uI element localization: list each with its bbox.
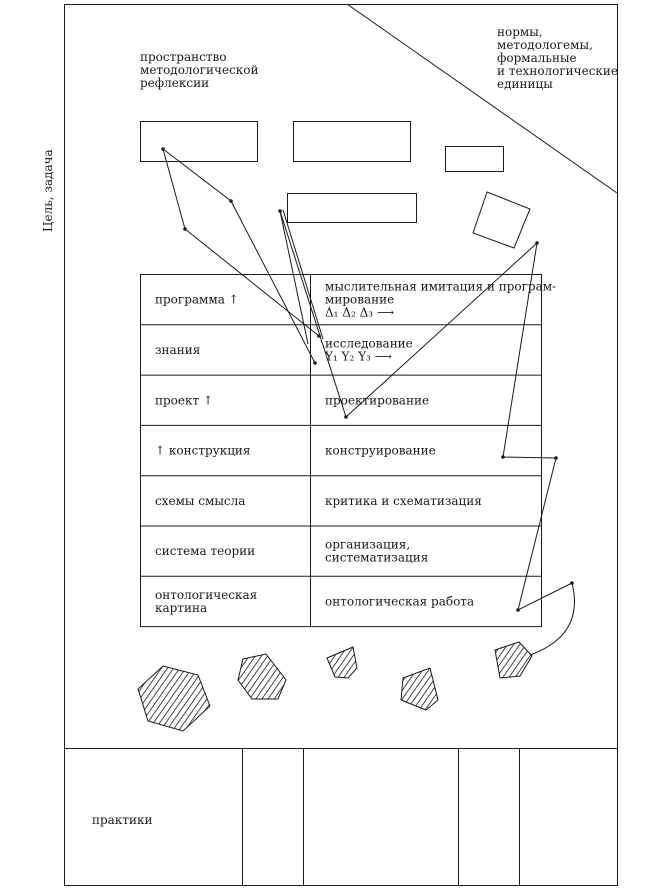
side-label: Цель, задача <box>41 149 55 232</box>
table-cell-left: знания <box>155 342 201 357</box>
reflection-box-4 <box>288 194 417 223</box>
norms-label: нормы, методологемы, формальные и технологические единицы <box>497 25 619 91</box>
practice-shapes <box>138 642 532 731</box>
reflection-box-3 <box>446 147 504 172</box>
table-cell-right: онтологическая работа <box>325 594 475 609</box>
hatched-hexagon-1 <box>138 666 210 731</box>
reflection-label: пространство методологической рефлексии <box>140 50 259 90</box>
reflection-diamond <box>473 192 530 248</box>
hatched-hexagon-2 <box>238 654 286 699</box>
table-cell-left: программа ↑ <box>155 292 239 307</box>
table-cell-right: мыслительная имитация и програм-мирование Δ₁ Δ₂ Δ₃ ⟶ <box>325 279 557 320</box>
table-cell-right: исследование Y₁ Y₂ Y₃ ⟶ <box>325 336 413 364</box>
table-cell-left: онтологическая картина <box>155 587 258 615</box>
practice-label: практики <box>92 813 153 827</box>
reflection-box-1 <box>141 122 258 162</box>
table-cell-left: система теории <box>155 544 256 559</box>
reflection-box-2 <box>294 122 411 162</box>
hatched-pentagon-5 <box>495 642 532 678</box>
reflection-boxes <box>141 122 531 249</box>
table-cell-right: критика и схематизация <box>325 493 482 508</box>
table-cell-left: проект ↑ <box>155 393 214 408</box>
table-cell-right: проектирование <box>325 393 430 408</box>
table-cell-left: ↑ конструкция <box>155 443 251 458</box>
table-cell-left: схемы смысла <box>155 493 246 508</box>
methods-table <box>141 275 557 627</box>
table-cell-right: конструирование <box>325 443 436 458</box>
hatched-pentagon-3 <box>327 647 357 678</box>
hatched-pentagon-4 <box>401 668 438 710</box>
practice-dividers <box>243 748 520 886</box>
table-cell-right: организация, систематизация <box>325 537 429 565</box>
